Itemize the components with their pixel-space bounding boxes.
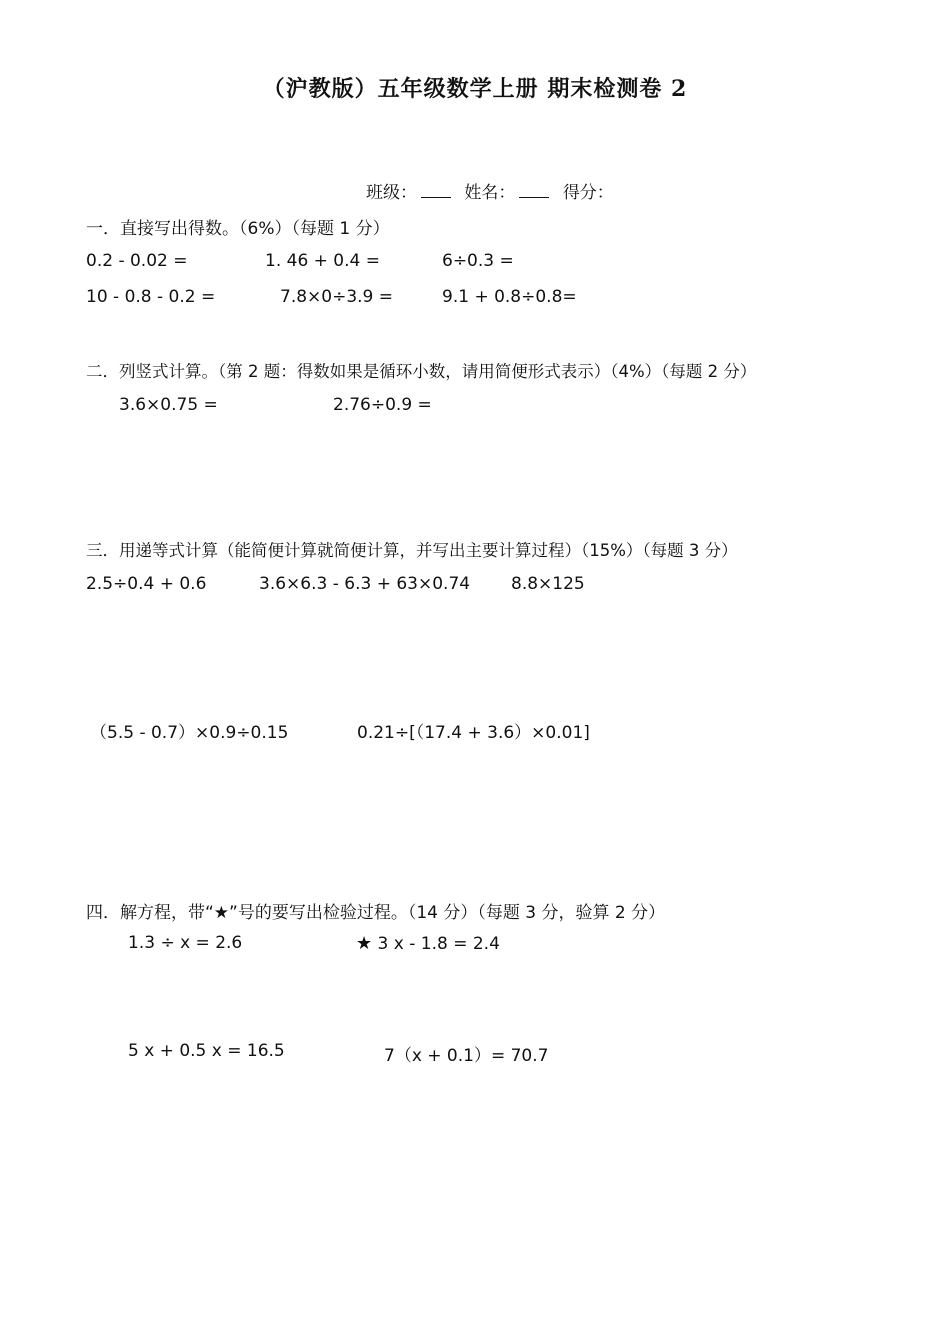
score-label: 得分：: [562, 183, 614, 203]
problem-4-1: 1.3 ÷ x = 2.6: [128, 933, 243, 953]
problem-1-6: 9.1 + 0.8÷0.8=: [442, 287, 577, 307]
problem-1-5: 7.8×0÷3.9 =: [280, 287, 394, 307]
problem-3-5: 0.21÷[（17.4 + 3.6）×0.01]: [357, 723, 590, 743]
student-info: [366, 178, 614, 203]
name-blank: [519, 183, 549, 198]
problem-4-4: 7（x + 0.1）= 70.7: [384, 1046, 549, 1066]
problem-1-1: 0.2 - 0.02 =: [86, 251, 188, 271]
title-number: 2: [671, 76, 688, 102]
section-4-heading: 四．解方程，带“★”号的要写出检验过程。（14 分）（每题 3 分，验算 2 分）: [86, 903, 666, 923]
problem-1-4: 10 - 0.8 - 0.2 =: [86, 287, 216, 307]
title-text: （沪教版）五年级数学上册 期末检测卷: [262, 77, 663, 102]
star-icon: ★: [356, 933, 373, 954]
problem-4-3: 5 x + 0.5 x = 16.5: [128, 1041, 285, 1061]
problem-2-2: 2.76÷0.9 =: [333, 395, 432, 415]
problem-3-2: 3.6×6.3 - 6.3 + 63×0.74: [259, 574, 471, 594]
problem-3-4: （5.5 - 0.7）×0.9÷0.15: [90, 723, 289, 743]
class-label: 班级：: [366, 183, 417, 203]
problem-3-1: 2.5÷0.4 + 0.6: [86, 574, 207, 594]
page-title: [0, 72, 950, 103]
section-2-heading: 二．列竖式计算。（第 2 题：得数如果是循环小数，请用简便形式表示）（4%）（每题 2 分）: [86, 362, 757, 381]
class-blank: [421, 183, 451, 198]
problem-1-2: 1. 46 + 0.4 =: [265, 251, 380, 271]
name-label: 姓名：: [464, 183, 516, 203]
section-1-heading: 一．直接写出得数。（6%）（每题 1 分）: [86, 219, 390, 239]
section-3-heading: 三．用递等式计算（能简便计算就简便计算，并写出主要计算过程）（15%）（每题 3 分）: [86, 541, 738, 560]
problem-3-3: 8.8×125: [511, 574, 585, 594]
problem-2-1: 3.6×0.75 =: [119, 395, 218, 415]
problem-4-2-text: 3 x - 1.8 = 2.4: [377, 934, 500, 954]
problem-4-2: [356, 933, 500, 954]
problem-1-3: 6÷0.3 =: [442, 251, 514, 271]
